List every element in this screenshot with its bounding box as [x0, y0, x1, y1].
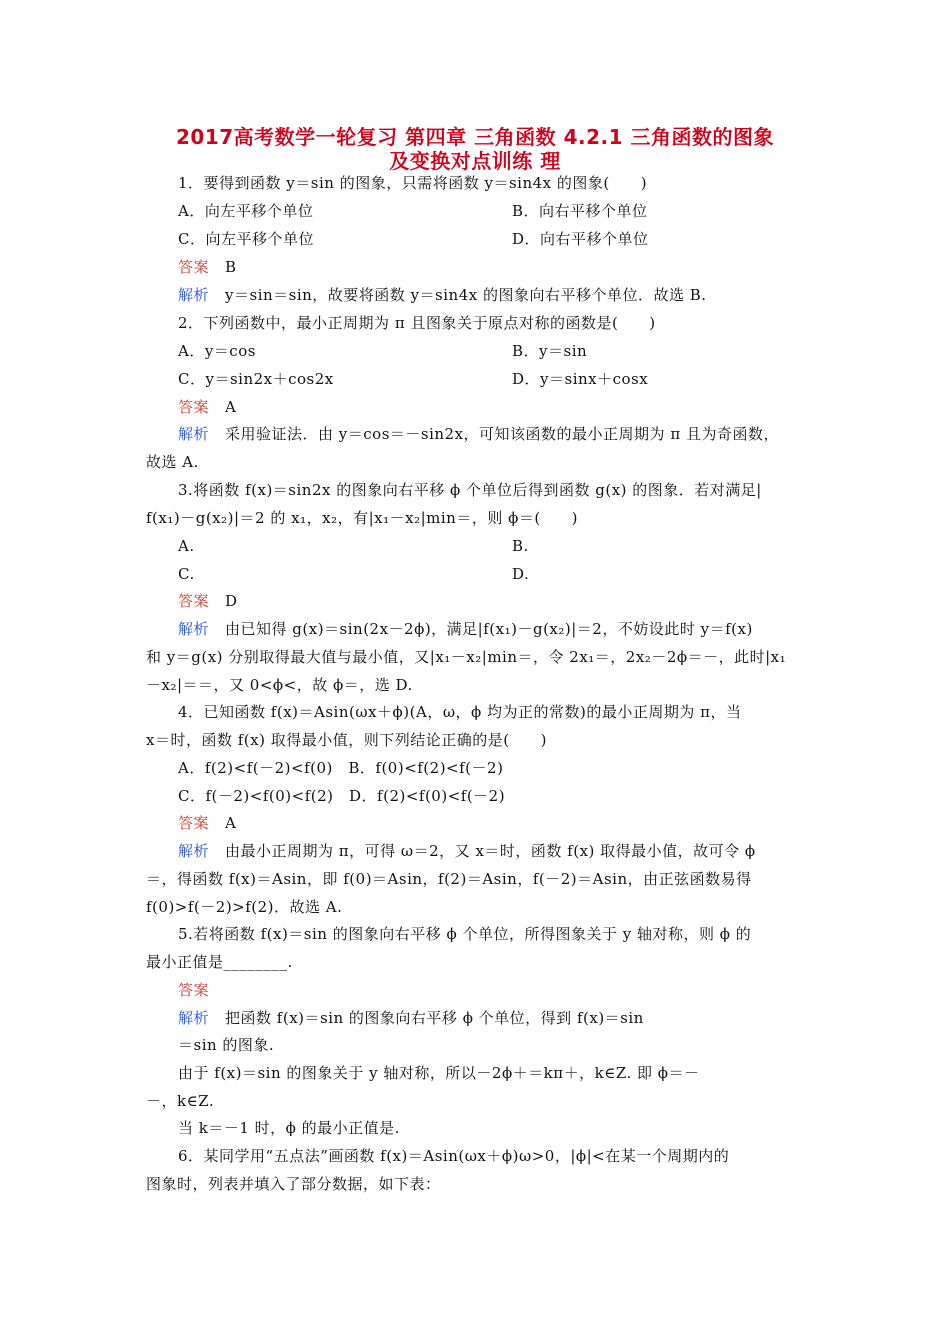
- answer-label: 答案: [178, 398, 210, 416]
- q3-stem-2: f(x₁)－g(x₂)|＝2 的 x₁，x₂，有|x₁－x₂|min＝，则 ϕ＝( ): [146, 509, 579, 527]
- q1-analysis: [178, 285, 707, 305]
- q2-option-c: C．y＝sin2x＋cos2x: [178, 370, 334, 388]
- q6-stem-1: 6．某同学用“五点法”画函数 f(x)＝Asin(ωx＋ϕ)ω>0，|ϕ|<在某一个周期内的: [178, 1147, 730, 1165]
- q2-analysis-text-1: 采用验证法．由 y＝cos＝－sin2x，可知该函数的最小正周期为 π 且为奇函数，: [225, 425, 779, 443]
- q5-stem-2: 最小正值是________.: [146, 953, 293, 971]
- q4-stem-1: 4．已知函数 f(x)＝Asin(ωx＋ϕ)(A，ω，ϕ 均为正的常数)的最小正周期为 π，当: [178, 703, 742, 721]
- q3-analysis: [178, 619, 753, 639]
- document-title-line-1: 2017高考数学一轮复习 第四章 三角函数 4.2.1 三角函数的图象: [176, 125, 774, 149]
- q2-option-d: D．y＝sinx＋cosx: [512, 370, 649, 388]
- analysis-label: 解析: [178, 1009, 210, 1027]
- q4-answer-value: A: [225, 814, 237, 832]
- q2-analysis: [178, 424, 779, 444]
- q4-stem-2: x＝时，函数 f(x) 取得最小值，则下列结论正确的是( ): [146, 731, 547, 749]
- answer-label: 答案: [178, 592, 210, 610]
- document-title-line-2: 及变换对点训练 理: [389, 149, 561, 173]
- q4-options-cd: C．f(－2)<f(0)<f(2) D．f(2)<f(0)<f(－2): [178, 787, 506, 805]
- q5-stem-1: 5.若将函数 f(x)＝sin 的图象向右平移 ϕ 个单位，所得图象关于 y 轴对称，则 ϕ 的: [178, 925, 752, 943]
- q5-analysis: [178, 1008, 644, 1028]
- q5-analysis-text-1: 把函数 f(x)＝sin 的图象向右平移 ϕ 个单位，得到 f(x)＝sin: [225, 1009, 644, 1027]
- q3-analysis-text-2: 和 y＝g(x) 分别取得最大值与最小值，又|x₁－x₂|min＝，令 2x₁＝，2x₂－2ϕ＝－，此时|x₁: [146, 648, 787, 666]
- answer-label: 答案: [178, 981, 210, 999]
- q4-analysis-text-3: f(0)>f(－2)>f(2)．故选 A.: [146, 898, 343, 916]
- analysis-label: 解析: [178, 842, 210, 860]
- q3-answer: [178, 591, 238, 611]
- q4-answer: [178, 813, 236, 833]
- q1-option-a: A．向左平移个单位: [178, 202, 314, 220]
- q3-analysis-text-3: －x₂|＝＝，又 0<ϕ<，故 ϕ＝，选 D.: [146, 676, 413, 694]
- q4-analysis-text-1: 由最小正周期为 π，可得 ω＝2，又 x＝时，函数 f(x) 取得最小值，故可令 ϕ: [225, 842, 756, 860]
- q2-stem: 2．下列函数中，最小正周期为 π 且图象关于原点对称的函数是( ): [178, 314, 656, 332]
- q3-option-a: A.: [178, 537, 195, 555]
- q5-analysis-text-3: 由于 f(x)＝sin 的图象关于 y 轴对称，所以－2ϕ＋＝kπ＋，k∈Z. 即 ϕ＝－: [178, 1064, 700, 1082]
- q5-analysis-text-2: ＝sin 的图象.: [178, 1036, 275, 1054]
- q3-answer-value: D: [225, 592, 238, 610]
- q1-stem: 1．要得到函数 y＝sin 的图象，只需将函数 y＝sin4x 的图象( ): [178, 174, 648, 192]
- q3-option-d: D.: [512, 565, 530, 583]
- q3-option-c: C.: [178, 565, 195, 583]
- q1-option-d: D．向右平移个单位: [512, 230, 649, 248]
- q1-option-c: C．向左平移个单位: [178, 230, 314, 248]
- q4-analysis: [178, 841, 756, 861]
- q2-analysis-text-2: 故选 A.: [146, 453, 199, 471]
- answer-label: 答案: [178, 258, 210, 276]
- q4-options-ab: A．f(2)<f(－2)<f(0) B．f(0)<f(2)<f(－2): [178, 759, 504, 777]
- q1-analysis-text: y＝sin＝sin，故要将函数 y＝sin4x 的图象向右平移个单位．故选 B.: [225, 286, 707, 304]
- q1-option-b: B．向右平移个单位: [512, 202, 648, 220]
- answer-label: 答案: [178, 814, 210, 832]
- q2-answer: [178, 397, 236, 417]
- q2-option-b: B．y＝sin: [512, 342, 588, 360]
- q5-answer: [178, 980, 225, 1000]
- analysis-label: 解析: [178, 620, 210, 638]
- q5-analysis-text-5: 当 k＝－1 时，ϕ 的最小正值是.: [178, 1119, 400, 1137]
- q1-answer-value: B: [225, 258, 237, 276]
- q5-analysis-text-4: －，k∈Z.: [146, 1092, 215, 1110]
- q2-option-a: A．y＝cos: [178, 342, 256, 360]
- q6-stem-2: 图象时，列表并填入了部分数据，如下表：: [146, 1175, 441, 1193]
- analysis-label: 解析: [178, 425, 210, 443]
- q3-option-b: B.: [512, 537, 529, 555]
- analysis-label: 解析: [178, 286, 210, 304]
- q2-answer-value: A: [225, 398, 237, 416]
- q3-stem-1: 3.将函数 f(x)＝sin2x 的图象向右平移 ϕ 个单位后得到函数 g(x) 的图象．若对满足|: [178, 481, 762, 499]
- q4-analysis-text-2: ＝，得函数 f(x)＝Asin，即 f(0)＝Asin，f(2)＝Asin，f(－2)＝Asin，由正弦函数易得: [146, 870, 752, 888]
- q3-analysis-text-1: 由已知得 g(x)＝sin(2x－2ϕ)，满足|f(x₁)－g(x₂)|＝2，不妨设此时 y＝f(x): [225, 620, 753, 638]
- q1-answer: [178, 257, 237, 277]
